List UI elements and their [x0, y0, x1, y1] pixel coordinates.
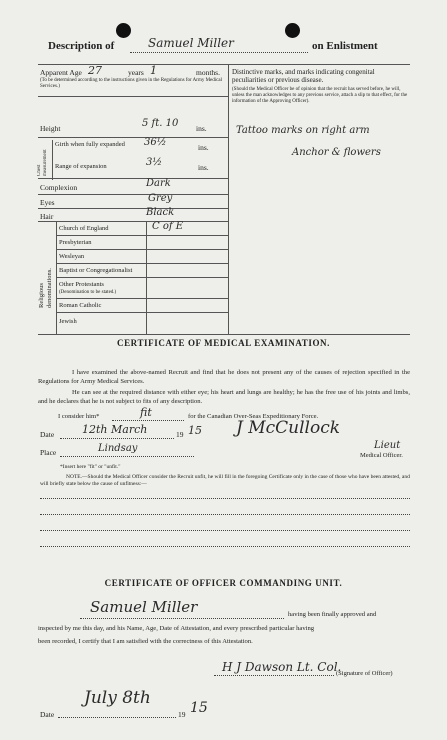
height-label: Height [40, 124, 61, 133]
consider-him-suffix: for the Canadian Over-Seas Expeditionary Force. [188, 413, 319, 420]
religion-jewish: Jewish [59, 318, 77, 325]
commanding-text-3: been recorded, I certify that I am satisfied with the correctness of this Attestation. [38, 638, 253, 645]
hair-value: Black [146, 207, 175, 218]
description-header [48, 40, 114, 52]
prior-service-note: (Should the Medical Officer be of opinion that the recruit has served before, he will, unless the man acknowledges to any previous service, attach a slip to that effect, for the information of the Approving Officer). [232, 87, 408, 104]
place-value: Lindsay [98, 443, 138, 454]
header-suffix: on Enlistment [312, 40, 378, 52]
marks-line-2: Anchor & flowers [292, 147, 381, 158]
range-unit: ins. [198, 163, 209, 172]
range-label: Range of expansion [55, 163, 107, 170]
commanding-year-value: 15 [190, 700, 208, 716]
medical-date-label: Date [40, 430, 55, 439]
medical-officer-label: Medical Officer. [360, 452, 403, 459]
months-label: months. [196, 68, 220, 77]
punch-hole-right [285, 23, 300, 38]
marks-line-1: Tattoo marks on right arm [236, 125, 370, 136]
religion-baptist: Baptist or Congregationalist [59, 267, 133, 274]
commanding-officer-signature: H J Dawson Lt. Col. [222, 660, 342, 674]
commanding-certificate-title: CERTIFICATE OF OFFICER COMMANDING UNIT. [104, 578, 343, 588]
eyes-value: Grey [148, 193, 173, 204]
header-prefix: Description of [48, 40, 115, 52]
religion-presbyterian: Presbyterian [59, 239, 92, 246]
place-label: Place [40, 448, 57, 457]
commanding-date-value: July 8th [84, 688, 151, 708]
religious-denominations-label: Religious denominations. [38, 268, 53, 308]
religion-denomination-note: (Denomination to be stated.) [59, 290, 117, 295]
commanding-date-label: Date [40, 710, 55, 719]
consider-him-label: I consider him* [58, 413, 100, 420]
chest-measurement-label: Chest measurement [37, 149, 48, 176]
unfit-note: NOTE.—Should the Medical Officer consider the Recruit unfit, he will fill in the foregoing Certificate only in the case of those who have been attested, and will briefly state below the cause of unfitness:— [40, 474, 410, 487]
age-years-value: 27 [88, 64, 102, 77]
medical-year-prefix: 19 [176, 430, 184, 439]
medical-paragraph-2: He can see at the required distance with either eye; his heart and lungs are healthy; he has the free use of his joints and limbs, and he declares that he is not subject to fits of any description. [38, 389, 410, 405]
recruit-name: Samuel Miller [148, 36, 234, 50]
religion-roman-catholic: Roman Catholic [59, 302, 102, 309]
years-label: years [128, 68, 144, 77]
religion-other-protestants: Other Protestants [59, 281, 104, 288]
commanding-year-prefix: 19 [178, 710, 186, 719]
medical-officer-rank: Lieut [374, 440, 401, 451]
height-value: 5 ft. 10 [142, 118, 179, 129]
signature-of-officer-label: (Signature of Officer) [336, 670, 393, 677]
hair-label: Hair [40, 212, 54, 221]
religion-wesleyan: Wesleyan [59, 253, 85, 260]
eyes-label: Eyes [40, 198, 55, 207]
medical-year-value: 15 [188, 424, 202, 437]
complexion-value: Dark [146, 178, 171, 189]
religion-church-of-england: Church of England [59, 225, 109, 232]
girth-value: 36½ [144, 137, 167, 148]
medical-date-value: 12th March [82, 423, 148, 436]
commanding-recruit-name: Samuel Miller [90, 598, 198, 616]
distinctive-marks-heading: Distinctive marks, and marks indicating congenital peculiarities or previous disease. [232, 68, 375, 84]
fit-unfit-note: *Insert here "fit" or "unfit." [60, 464, 121, 470]
age-instruction-note: (To be determined according to the instructions given in the Regulations for Army Medical Services.) [40, 78, 222, 89]
punch-hole-left [116, 23, 131, 38]
medical-officer-signature: J McCullock [236, 418, 341, 438]
range-value: 3½ [146, 157, 163, 168]
medical-certificate-title: CERTIFICATE OF MEDICAL EXAMINATION. [116, 338, 331, 348]
height-unit: ins. [196, 124, 207, 133]
fitness-value: fit [140, 406, 152, 419]
religion-value: C of E [152, 221, 184, 232]
girth-label: Girth when fully expanded [55, 141, 125, 148]
medical-paragraph-1: I have examined the above-named Recruit and find that he does not present any of the causes of rejection specified in the Regulations for Army Medical Services. [38, 369, 410, 385]
apparent-age-label: Apparent Age [40, 68, 82, 77]
commanding-text-2: inspected by me this day, and his Name, Age, Date of Attestation, and every prescribed particular having [38, 625, 315, 632]
complexion-label: Complexion [40, 183, 78, 192]
age-months-value: 1 [150, 64, 157, 77]
girth-unit: ins. [198, 143, 209, 152]
commanding-text-1: having been finally approved and [288, 611, 377, 618]
